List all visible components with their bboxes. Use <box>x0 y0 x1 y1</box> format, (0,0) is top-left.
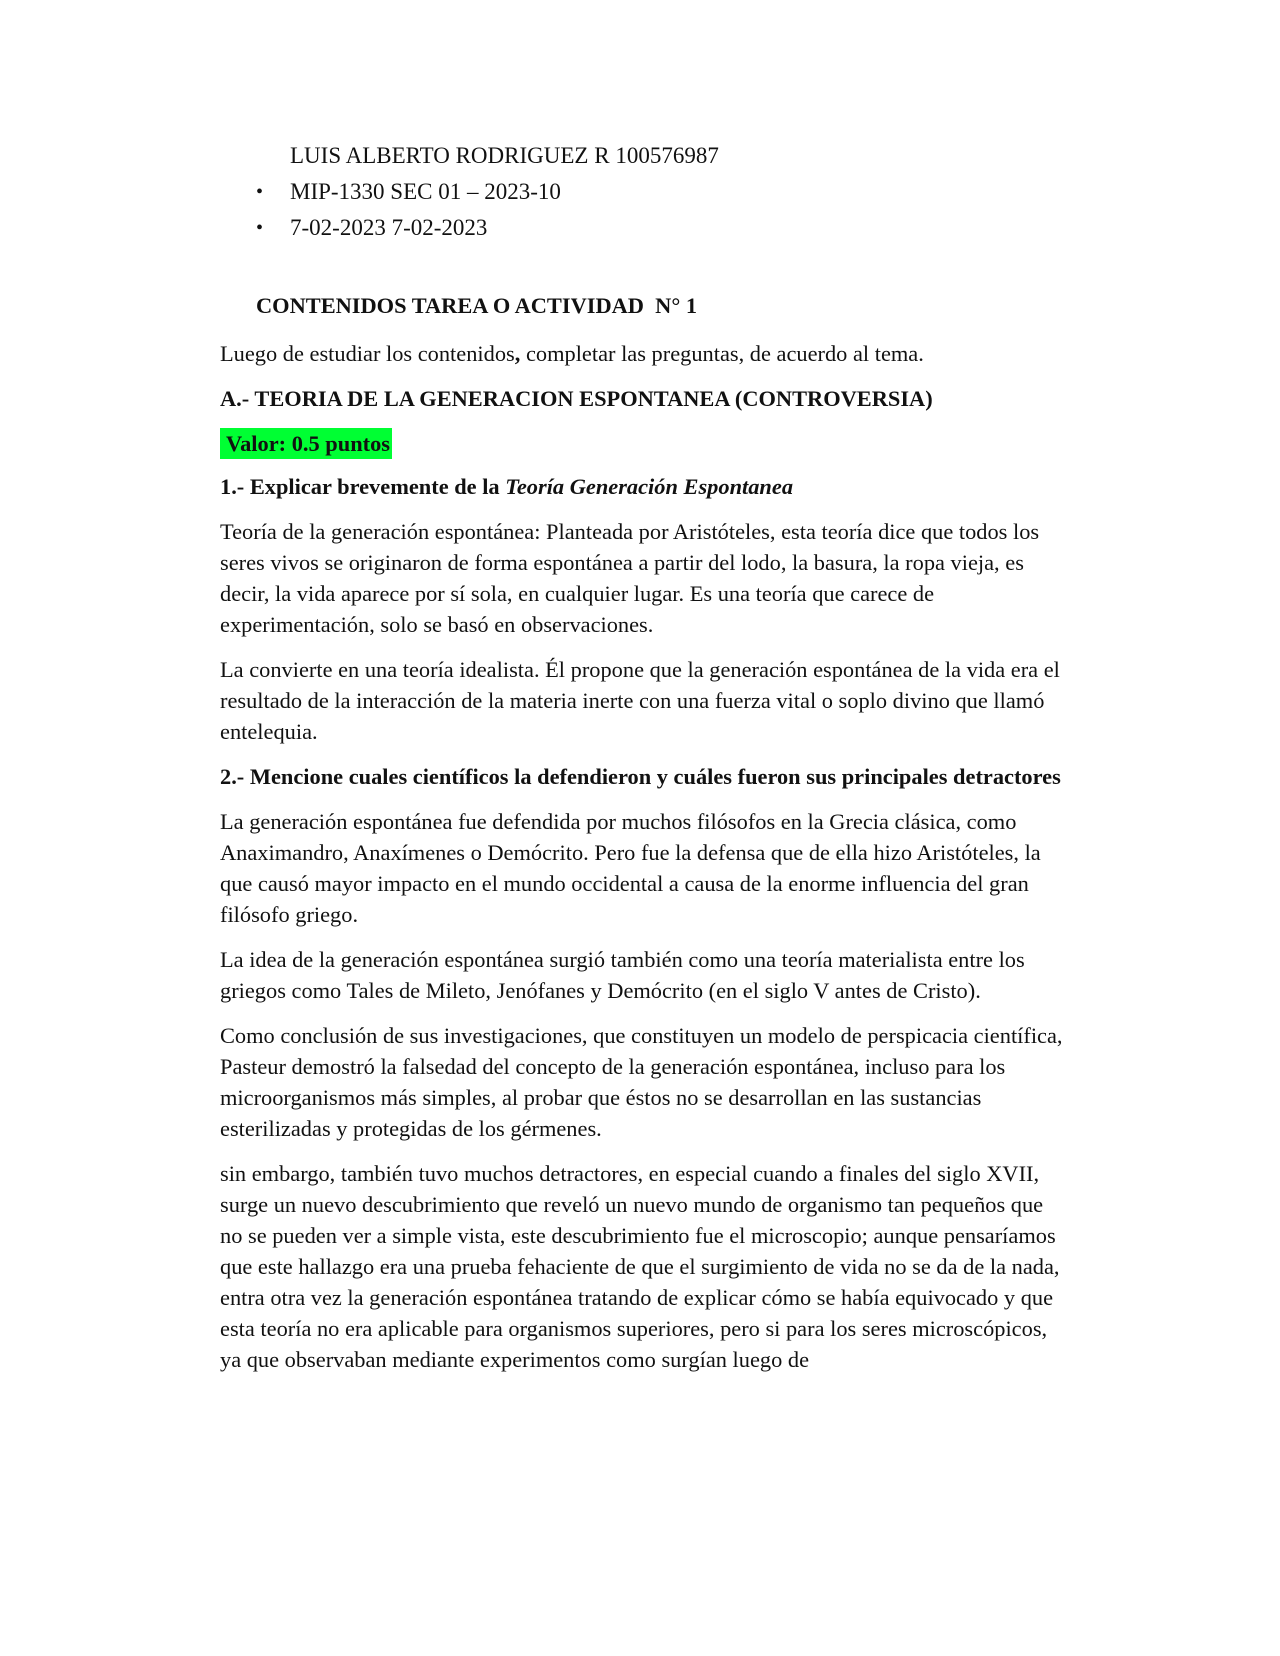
course-code: MIP-1330 SEC 01 – 2023-10 <box>290 179 561 204</box>
course-line <box>256 174 719 210</box>
value-badge: Valor: 0.5 puntos <box>220 428 392 459</box>
bullet-icon: • <box>256 217 264 239</box>
question-1-italic: Teoría Generación Espontanea <box>505 474 794 499</box>
question-2-heading: 2.- Mencione cuales científicos la defendieron y cuáles fueron sus principales detractores <box>220 764 1061 789</box>
intro-text-start: Luego de estudiar los contenidos <box>220 341 515 366</box>
document-body <box>220 290 1070 1389</box>
student-name: LUIS ALBERTO RODRIGUEZ R 100576987 <box>290 143 719 168</box>
student-name-line <box>290 138 719 174</box>
intro-text-end: completar las preguntas, de acuerdo al tema. <box>520 341 924 366</box>
answer-2-paragraph-4: sin embargo, también tuvo muchos detractores, en especial cuando a finales del siglo XVII, surge un nuevo descubrimiento que reveló un nuevo mundo de organismo tan pequeños que no se pueden ver a simple vista, este descubrimiento fue el microscopio; aunque pensaríamos que este hallazgo era una prueba fehaciente de que el surgimiento de vida no se da de la nada, entra otra vez la generación espontánea tratando de explicar cómo se había equivocado y que esta teoría no era aplicable para organismos superiores, pero si para los seres microscópicos, ya que observaban mediante experimentos como surgían luego de <box>220 1161 1060 1372</box>
answer-2-paragraph-1: La generación espontánea fue defendida por muchos filósofos en la Grecia clásica, como Anaximandro, Anaxímenes o Demócrito. Pero fue la defensa que de ella hizo Aristóteles, la que causó mayor impacto en el mundo occidental a causa de la enorme influencia del gran filósofo griego. <box>220 809 1041 927</box>
answer-2-paragraph-2: La idea de la generación espontánea surgió también como una teoría materialista entre los griegos como Tales de Mileto, Jenófanes y Demócrito (en el siglo V antes de Cristo). <box>220 947 1025 1003</box>
value-line <box>220 428 1070 459</box>
date-line <box>256 210 719 246</box>
answer-1-paragraph-2: La convierte en una teoría idealista. Él propone que la generación espontánea de la vida era el resultado de la interacción de la materia inerte con una fuerza vital o soplo divino que llamó entelequia. <box>220 657 1060 744</box>
answer-1-paragraph-1: Teoría de la generación espontánea: Planteada por Aristóteles, esta teoría dice que todos los seres vivos se originaron de forma espontánea a partir del lodo, la basura, la ropa vieja, es decir, la vida aparece por sí sola, en cualquier lugar. Es una teoría que carece de experimentación, solo se basó en observaciones. <box>220 519 1040 637</box>
bullet-icon: • <box>256 181 264 203</box>
answer-2-paragraph-3: Como conclusión de sus investigaciones, que constituyen un modelo de perspicacia científica, Pasteur demostró la falsedad del concepto de la generación espontánea, incluso para los microorganismos más simples, al probar que éstos no se desarrollan en las sustancias esterilizadas y protegidas de los gérmenes. <box>220 1023 1063 1141</box>
section-title: CONTENIDOS TAREA O ACTIVIDAD N° 1 <box>256 293 698 318</box>
question-1-heading <box>220 471 1070 502</box>
student-header <box>256 138 719 246</box>
intro-paragraph <box>220 338 1070 369</box>
topic-heading: A.- TEORIA DE LA GENERACION ESPONTANEA (CONTROVERSIA) <box>220 386 933 411</box>
question-1-prefix: 1.- Explicar brevemente de la <box>220 474 506 499</box>
date-text: 7-02-2023 7-02-2023 <box>290 215 488 240</box>
intro-comma: , <box>514 341 521 366</box>
